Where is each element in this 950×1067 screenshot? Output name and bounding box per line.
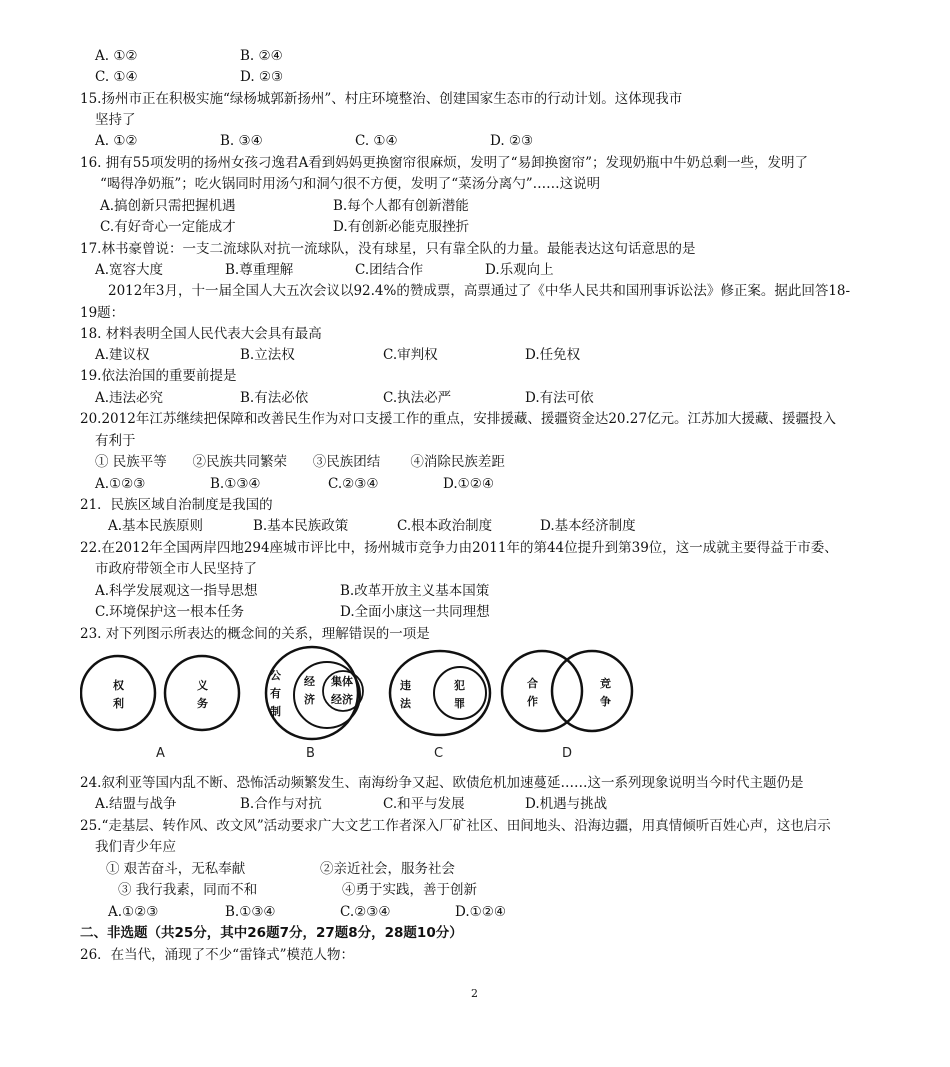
- q16-option-b: B.每个人都有创新潜能: [333, 198, 469, 214]
- q17-option-c: C.团结合作: [355, 262, 424, 278]
- label-b-inner-2: 经济: [331, 693, 353, 706]
- q20-option-c: C.②③④: [328, 476, 379, 492]
- circle-competition: [552, 651, 632, 731]
- label-a-left-2: 利: [113, 697, 124, 710]
- section-2-heading: 二、非选题（共25分，其中26题7分，27题8分，28题10分）: [80, 925, 463, 941]
- q18-option-d: D.任免权: [525, 347, 581, 363]
- caption-c: C: [434, 746, 444, 761]
- q20-stem-line1: 20.2012年江苏继续把保障和改善民生作为对口支援工作的重点，安排援藏、援疆资金达20.27亿元。江苏加大援藏、援疆投入: [80, 411, 836, 427]
- label-b-outer-2: 有: [270, 687, 281, 700]
- q15-option-b: B. ③④: [220, 133, 263, 149]
- q22-option-b: B.改革开放主义基本国策: [340, 583, 490, 599]
- circle-crime: [434, 667, 486, 719]
- label-b-mid-1: 经: [304, 675, 315, 688]
- q25-stem-line1: 25.“走基层、转作风、改文风”活动要求广大文艺工作者深入厂矿社区、田间地头、沿海边疆，用真情倾听百姓心声，这也启示: [80, 818, 831, 834]
- venn-diagrams: [80, 645, 650, 765]
- label-a-right-1: 义: [197, 679, 208, 692]
- q16-stem-line1: 16. 拥有55项发明的扬州女孩刁逸君A看到妈妈更换窗帘很麻烦，发明了“易卸换窗帘”；发现奶瓶中牛奶总剩一些，发明了: [80, 155, 808, 171]
- q22-stem-line1: 22.在2012年全国两岸四地294座城市评比中，扬州城市竞争力由2011年的第44位提升到第39位，这一成就主要得益于市委、: [80, 540, 838, 556]
- q15-option-c: C. ①④: [355, 133, 398, 149]
- q20-stem-line2: 有利于: [95, 433, 136, 449]
- q22-option-d: D.全面小康这一共同理想: [340, 604, 490, 620]
- material-line2: 19题：: [80, 305, 125, 321]
- q23-stem: 23. 对下列图示所表达的概念间的关系，理解错误的一项是: [80, 626, 430, 642]
- q22-option-c: C.环境保护这一根本任务: [95, 604, 245, 620]
- q17-option-a: A.宽容大度: [95, 262, 164, 278]
- q20-items: ① 民族平等 ②民族共同繁荣 ③民族团结 ④消除民族差距: [95, 454, 505, 470]
- caption-b: B: [306, 746, 315, 761]
- material-line1: 2012年3月，十一届全国人大五次会议以92.4%的赞成票，高票通过了《中华人民共和国刑事诉讼法》修正案。据此回答18-: [108, 283, 851, 299]
- q25-item-3: ③ 我行我素，同而不和: [118, 882, 258, 898]
- diagram-a: [81, 656, 239, 761]
- q20-option-d: D.①②④: [443, 476, 494, 492]
- label-c-inner-2: 罪: [454, 697, 465, 710]
- q20-option-a: A.①②③: [95, 476, 146, 492]
- q21-option-d: D.基本经济制度: [540, 518, 636, 534]
- q18-stem: 18. 材料表明全国人民代表大会具有最高: [80, 326, 322, 342]
- label-c-outer-2: 法: [400, 697, 411, 710]
- label-b-outer-3: 制: [270, 705, 281, 718]
- diagram-d: [502, 651, 632, 761]
- q15-option-d: D. ②③: [490, 133, 534, 149]
- q14-option-a: A. ①②: [95, 48, 138, 64]
- q24-stem: 24.叙利亚等国内乱不断、恐怖活动频繁发生、南海纷争又起、欧债危机加速蔓延……这一系列现象说明当今时代主题仍是: [80, 775, 804, 791]
- q15-stem-line1: 15.扬州市正在积极实施“绿杨城郭新扬州”、村庄环境整治、创建国家生态市的行动计划。这体现我市: [80, 91, 683, 107]
- q25-item-4: ④勇于实践，善于创新: [342, 882, 477, 898]
- label-b-outer-1: 公: [270, 669, 281, 682]
- q16-stem-line2: “喝得净奶瓶”；吃火锅同时用汤勺和洞勺很不方便，发明了“菜汤分离勺”……这说明: [100, 176, 601, 192]
- q17-option-b: B.尊重理解: [225, 262, 294, 278]
- page-number: 2: [471, 987, 478, 1000]
- q18-option-a: A.建议权: [95, 347, 150, 363]
- diagram-c: [390, 651, 490, 761]
- label-d-right-2: 争: [600, 695, 611, 708]
- q21-option-a: A.基本民族原则: [108, 518, 204, 534]
- q21-stem: 21．民族区域自治制度是我国的: [80, 497, 273, 513]
- label-b-inner-1: 集体: [331, 675, 353, 688]
- q16-option-d: D.有创新必能克服挫折: [333, 219, 470, 235]
- q22-stem-line2: 市政府带领全市人民坚持了: [95, 561, 257, 577]
- q25-option-c: C.②③④: [340, 904, 391, 920]
- q25-option-a: A.①②③: [108, 904, 159, 920]
- circle-illegal: [390, 651, 490, 735]
- label-d-right-1: 竞: [600, 677, 611, 690]
- q24-option-c: C.和平与发展: [383, 796, 465, 812]
- circle-rights: [81, 656, 155, 730]
- label-d-left-2: 作: [527, 695, 538, 708]
- label-d-left-1: 合: [527, 677, 538, 690]
- label-b-mid-2: 济: [304, 693, 315, 706]
- label-a-left-1: 权: [113, 679, 124, 692]
- q14-option-b: B. ②④: [240, 48, 283, 64]
- q25-item-2: ②亲近社会，服务社会: [320, 861, 455, 877]
- q19-option-c: C.执法必严: [383, 390, 452, 406]
- q17-option-d: D.乐观向上: [485, 262, 554, 278]
- q24-option-d: D.机遇与挑战: [525, 796, 608, 812]
- circle-duties: [165, 656, 239, 730]
- q20-option-b: B.①③④: [210, 476, 261, 492]
- q24-option-a: A.结盟与战争: [95, 796, 177, 812]
- q14-option-c: C. ①④: [95, 69, 138, 85]
- q24-option-b: B.合作与对抗: [240, 796, 322, 812]
- q19-option-b: B.有法必依: [240, 390, 309, 406]
- q18-option-b: B.立法权: [240, 347, 295, 363]
- q25-option-b: B.①③④: [225, 904, 276, 920]
- q19-option-d: D.有法可依: [525, 390, 594, 406]
- q26-stem: 26．在当代，涌现了不少“雷锋式”模范人物：: [80, 947, 354, 963]
- q18-option-c: C.审判权: [383, 347, 438, 363]
- q19-stem: 19.依法治国的重要前提是: [80, 368, 237, 384]
- q25-stem-line2: 我们青少年应: [95, 839, 176, 855]
- q21-option-c: C.根本政治制度: [397, 518, 493, 534]
- q25-item-1: ① 艰苦奋斗，无私奉献: [106, 861, 246, 877]
- label-c-outer-1: 违: [400, 679, 411, 692]
- q15-stem-line2: 坚持了: [95, 112, 136, 128]
- q25-option-d: D.①②④: [455, 904, 506, 920]
- q21-option-b: B.基本民族政策: [253, 518, 349, 534]
- diagram-b: [266, 647, 363, 761]
- label-a-right-2: 务: [197, 697, 208, 710]
- circle-cooperation: [502, 651, 582, 731]
- q17-stem: 17.林书豪曾说：一支二流球队对抗一流球队，没有球星，只有靠全队的力量。最能表达这句话意思的是: [80, 241, 696, 257]
- label-c-inner-1: 犯: [454, 679, 465, 692]
- q19-option-a: A.违法必究: [95, 390, 164, 406]
- caption-d: D: [562, 746, 573, 761]
- q14-option-d: D. ②③: [240, 69, 284, 85]
- caption-a: A: [156, 746, 165, 761]
- q16-option-a: A.搞创新只需把握机遇: [100, 198, 236, 214]
- q22-option-a: A.科学发展观这一指导思想: [95, 583, 258, 599]
- q16-option-c: C.有好奇心一定能成才: [100, 219, 236, 235]
- q15-option-a: A. ①②: [95, 133, 138, 149]
